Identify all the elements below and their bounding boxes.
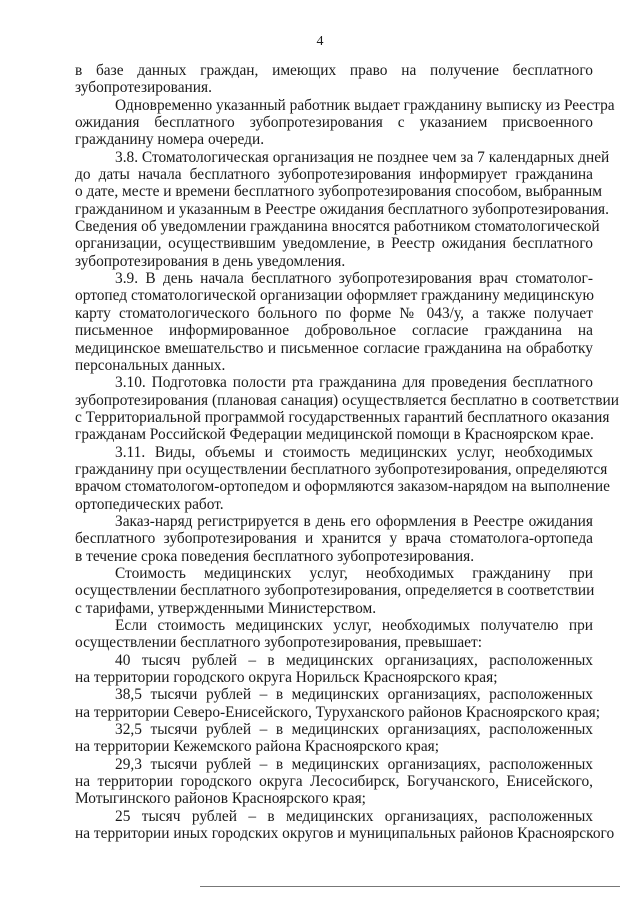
- paragraph: [75, 686, 601, 721]
- paragraph: [75, 96, 615, 149]
- text-line: медицинское вмешательство и письменное согласие гражданина на обработку: [75, 339, 593, 357]
- page-number: 4: [316, 34, 324, 49]
- text-line: бесплатного зубопротезирования и хранится у врача стоматолога-ортопеда: [75, 530, 593, 548]
- text-line: с Территориальной программой государственных гарантий бесплатного оказания: [75, 408, 610, 426]
- text-line: 32,5 тысячи рублей – в медицинских организациях, расположенных: [115, 721, 593, 739]
- text-line: ожидания бесплатного зубопротезирования с указанием присвоенного: [75, 114, 593, 132]
- paragraph: [75, 652, 593, 687]
- text-line: осуществлении бесплатного зубопротезирования, определяется в соответствии: [75, 582, 595, 600]
- paragraph: [75, 374, 619, 444]
- text-line: 38,5 тысячи рублей – в медицинских организациях, расположенных: [115, 686, 593, 704]
- text-line: на территории городского округа Лесосибирск, Богучанского, Енисейского,: [75, 773, 593, 791]
- text-line: ортопедических работ.: [75, 495, 224, 513]
- paragraph: [75, 443, 610, 513]
- text-line: зубопротезирования (плановая санация) осуществляется бесплатно в соответствии: [75, 391, 619, 409]
- text-line: на территории городского округа Норильск Красноярского края;: [75, 669, 498, 687]
- text-line: 40 тысяч рублей – в медицинских организациях, расположенных: [115, 651, 593, 669]
- text-line: Сведения об уведомлении гражданина вносятся работником стоматологической: [75, 218, 600, 236]
- document-body: [75, 62, 619, 843]
- text-line: в течение срока поведения бесплатного зубопротезирования.: [75, 547, 475, 565]
- scan-edge-line: [200, 886, 620, 887]
- text-line: гражданином и указанным в Реестре ожидания бесплатного зубопротезирования.: [75, 200, 609, 218]
- text-line: 3.9. В день начала бесплатного зубопротезирования врач стоматолог-: [115, 270, 593, 288]
- text-line: 25 тысяч рублей – в медицинских организациях, расположенных: [115, 807, 593, 825]
- text-line: врачом стоматологом-ортопедом и оформляются заказом-нарядом на выполнение: [75, 478, 610, 496]
- text-line: осуществлении бесплатного зубопротезирования, превышает:: [75, 634, 482, 652]
- text-line: на территории Кежемского района Красноярского края;: [75, 738, 439, 756]
- text-line: на территории Северо-Енисейского, Туруханского районов Красноярского края;: [75, 703, 601, 721]
- text-line: с тарифами, утвержденными Министерством.: [75, 599, 377, 617]
- text-line: о дате, месте и времени бесплатного зубопротезирования способом, выбранным: [75, 183, 602, 201]
- text-line: гражданину при осуществлении бесплатного зубопротезирования, определяются: [75, 460, 608, 478]
- text-line: гражданам Российской Федерации медицинской помощи в Красноярском крае.: [75, 426, 594, 444]
- paragraph: [75, 513, 593, 565]
- text-line: 3.8. Стоматологическая организация не позднее чем за 7 календарных дней: [115, 148, 610, 166]
- paragraph: [75, 721, 593, 756]
- text-line: 3.10. Подготовка полости рта гражданина для проведения бесплатного: [115, 374, 593, 392]
- text-line: Одновременно указанный работник выдает гражданину выписку из Реестра: [115, 96, 615, 114]
- text-line: письменное информированное добровольное согласие гражданина на: [75, 322, 593, 340]
- text-line: Мотыгинского районов Красноярского края;: [75, 790, 366, 808]
- text-line: Если стоимость медицинских услуг, необходимых получателю при: [115, 617, 593, 634]
- text-line: в базе данных граждан, имеющих право на получение бесплатного: [75, 62, 593, 79]
- text-line: зубопротезирования в день уведомления.: [75, 252, 346, 270]
- text-line: Стоимость медицинских услуг, необходимых гражданину при: [115, 564, 593, 582]
- text-line: персональных данных.: [75, 356, 226, 374]
- text-line: ортопед стоматологической организации оформляет гражданину медицинскую: [75, 287, 594, 305]
- paragraph: [75, 617, 593, 652]
- paragraph: [75, 148, 610, 270]
- paragraph: [75, 62, 593, 97]
- text-line: 29,3 тысячи рублей – в медицинских организациях, расположенных: [115, 755, 593, 773]
- text-line: организации, осуществившим уведомление, в Реестр ожидания бесплатного: [75, 235, 593, 253]
- paragraph: [75, 270, 593, 374]
- paragraph: [75, 807, 615, 843]
- text-line: Заказ-наряд регистрируется в день его оформления в Реестре ожидания: [115, 512, 593, 530]
- text-line: карту стоматологического больного по форме № 043/у, а также получает: [75, 304, 593, 322]
- text-line: зубопротезирования.: [75, 79, 212, 97]
- paragraph: [75, 565, 593, 617]
- text-line: на территории иных городских округов и муниципальных районов Красноярского: [75, 825, 615, 843]
- text-line: 3.11. Виды, объемы и стоимость медицинских услуг, необходимых: [115, 443, 593, 461]
- text-line: гражданину номера очереди.: [75, 131, 265, 149]
- text-line: до даты начала бесплатного зубопротезирования информирует гражданина: [75, 166, 593, 184]
- paragraph: [75, 756, 593, 808]
